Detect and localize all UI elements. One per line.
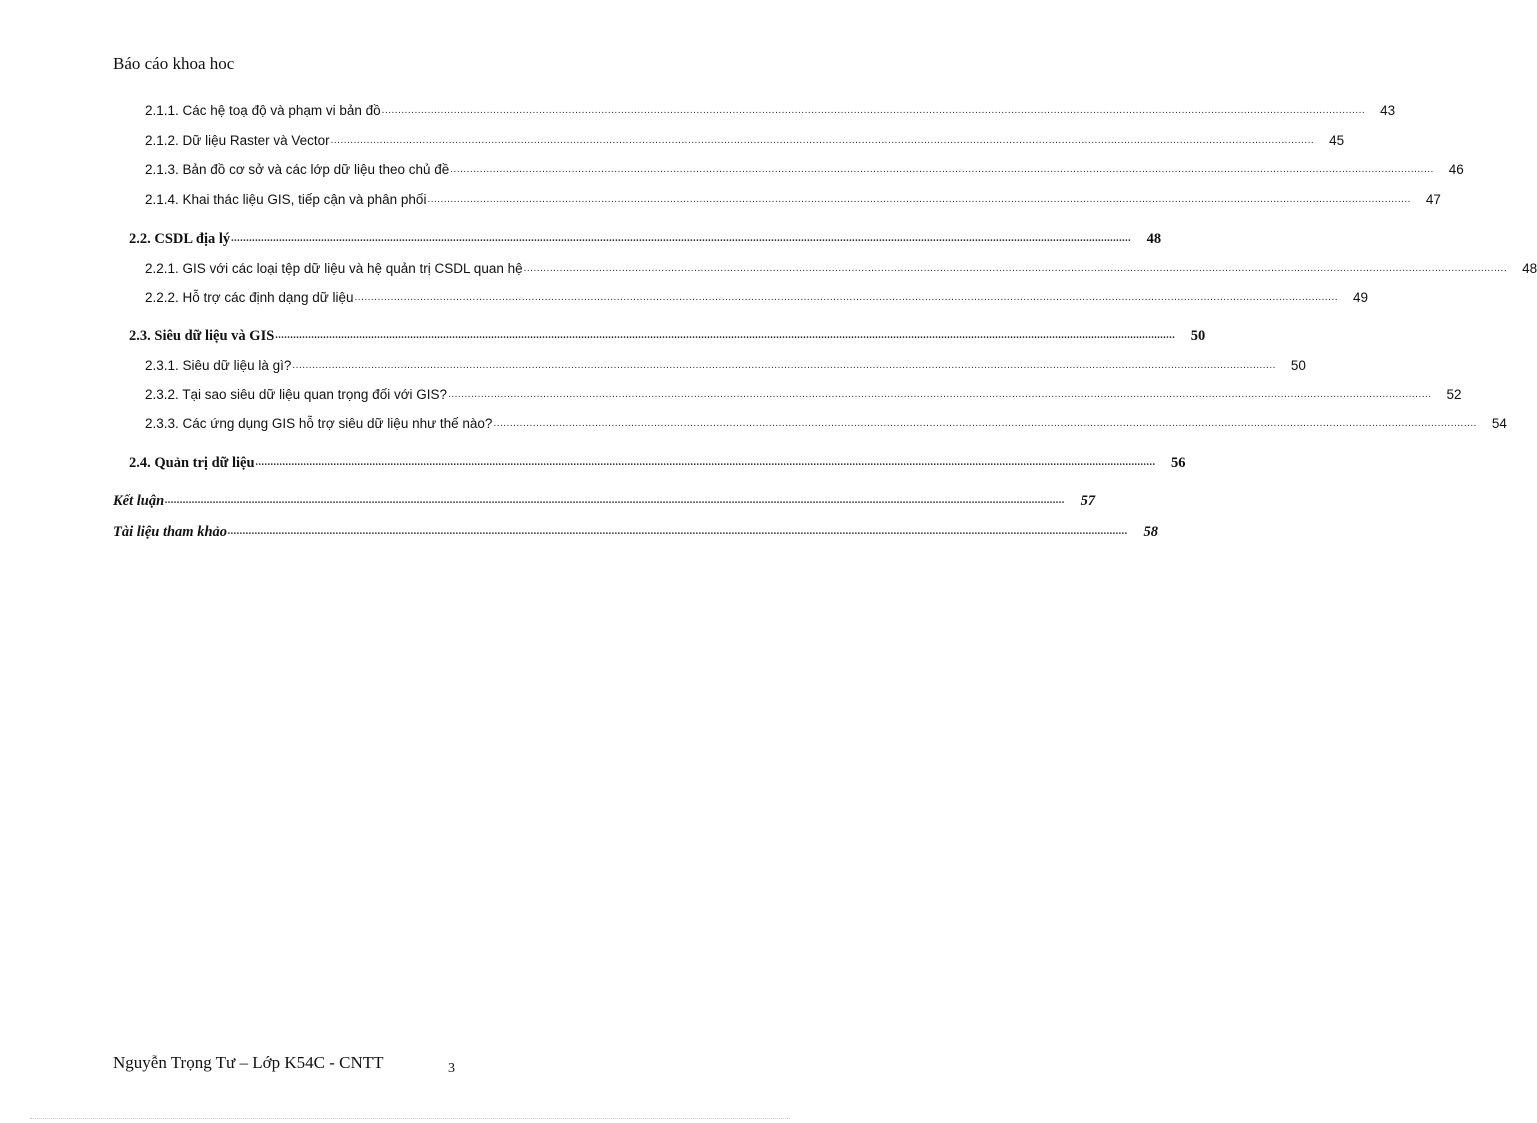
toc-entry-page: 43: [1380, 103, 1396, 118]
toc-entry-page: 46: [1448, 162, 1464, 177]
toc-entry-2-1-3: [145, 160, 1464, 180]
toc-entry-label: 2.1.2. Dữ liệu Raster và Vector: [145, 133, 330, 148]
toc-dot-leader: ............................................................................................................................................................................................................................................................................................................: [292, 360, 1276, 371]
toc-entry-2-2-2: [145, 288, 1369, 308]
toc-dot-leader: ............................................................................................................................................................................................................................................................................................................: [448, 389, 1432, 400]
toc-entry-page: 56: [1171, 455, 1186, 471]
toc-dot-leader: ............................................................................................................................................................................................................................................................................................................: [523, 263, 1508, 274]
toc-dot-leader: ............................................................................................................................................................................................................................................................................................................: [255, 457, 1156, 468]
toc-dot-leader: ............................................................................................................................................................................................................................................................................................................: [493, 418, 1477, 429]
toc-entry-2-3-3: [145, 414, 1507, 434]
toc-entry-label: 2.3. Siêu dữ liệu và GIS: [129, 328, 275, 344]
toc-entry-ket-luan: [113, 491, 1096, 511]
footer-divider: [30, 1118, 790, 1119]
toc-entry-2-2: [129, 229, 1162, 249]
toc-entry-page: 48: [1146, 231, 1162, 247]
toc-entry-page: 48: [1522, 261, 1537, 276]
toc-entry-2-1-1: [145, 101, 1396, 121]
toc-entry-2-1-4: [145, 190, 1441, 210]
toc-entry-page: 50: [1190, 328, 1206, 344]
toc-entry-label: 2.2.1. GIS với các loại tệp dữ liệu và hệ quản trị CSDL quan hệ: [145, 261, 523, 276]
toc-entry-page: 57: [1080, 493, 1096, 509]
toc-entry-label: Tài liệu tham khảo: [113, 524, 228, 540]
toc-entry-label: 2.2.2. Hỗ trợ các định dạng dữ liệu: [145, 290, 354, 305]
toc-entry-2-1-2: [145, 131, 1345, 151]
page-header-title: Báo cáo khoa hoc: [113, 54, 235, 73]
toc-dot-leader: ............................................................................................................................................................................................................................................................................................................: [165, 495, 1066, 506]
toc-entry-page: 58: [1143, 524, 1159, 540]
toc-dot-leader: ............................................................................................................................................................................................................................................................................................................: [275, 330, 1176, 341]
toc-entry-2-4: [129, 453, 1186, 473]
toc-dot-leader: ............................................................................................................................................................................................................................................................................................................: [381, 105, 1366, 116]
toc-entry-page: 54: [1491, 416, 1507, 431]
toc-entry-label: Kết luận: [113, 493, 165, 509]
toc-dot-leader: ............................................................................................................................................................................................................................................................................................................: [231, 233, 1132, 244]
toc-entry-label: 2.3.2. Tại sao siêu dữ liệu quan trọng đối với GIS?: [145, 387, 448, 402]
toc-entry-page: 45: [1329, 133, 1345, 148]
toc-entry-tai-lieu-tham-khao: [113, 522, 1159, 542]
toc-dot-leader: ............................................................................................................................................................................................................................................................................................................: [354, 292, 1339, 303]
toc-entry-label: 2.1.4. Khai thác liệu GIS, tiếp cận và phân phối: [145, 192, 427, 207]
toc-entry-2-2-1: [145, 259, 1537, 279]
toc-dot-leader: ............................................................................................................................................................................................................................................................................................................: [330, 135, 1315, 146]
toc-entry-label: 2.2. CSDL địa lý: [129, 231, 231, 247]
toc-entry-2-3-2: [145, 385, 1462, 405]
toc-entry-2-3: [129, 326, 1206, 346]
toc-entry-2-3-1: [145, 356, 1306, 376]
toc-dot-leader: ............................................................................................................................................................................................................................................................................................................: [450, 164, 1434, 175]
toc-entry-label: 2.1.1. Các hệ toạ độ và phạm vi bản đồ: [145, 103, 381, 118]
footer-page-number: 3: [448, 1061, 455, 1076]
toc-entry-page: 52: [1446, 387, 1462, 402]
toc-entry-label: 2.4. Quản trị dữ liệu: [129, 455, 255, 471]
toc-entry-page: 49: [1352, 290, 1369, 305]
toc-entry-label: 2.1.3. Bản đồ cơ sở và các lớp dữ liệu theo chủ đề: [145, 162, 450, 177]
toc-entry-page: 50: [1290, 358, 1306, 373]
toc-dot-leader: ............................................................................................................................................................................................................................................................................................................: [228, 526, 1129, 537]
toc-entry-label: 2.3.1. Siêu dữ liệu là gì?: [145, 358, 292, 373]
toc-entry-label: 2.3.3. Các ứng dụng GIS hỗ trợ siêu dữ liệu như thế nào?: [145, 416, 493, 431]
footer-author: Nguyễn Trọng Tư – Lớp K54C - CNTT: [113, 1053, 384, 1072]
toc-entry-page: 47: [1425, 192, 1441, 207]
toc-dot-leader: ............................................................................................................................................................................................................................................................................................................: [427, 194, 1411, 205]
